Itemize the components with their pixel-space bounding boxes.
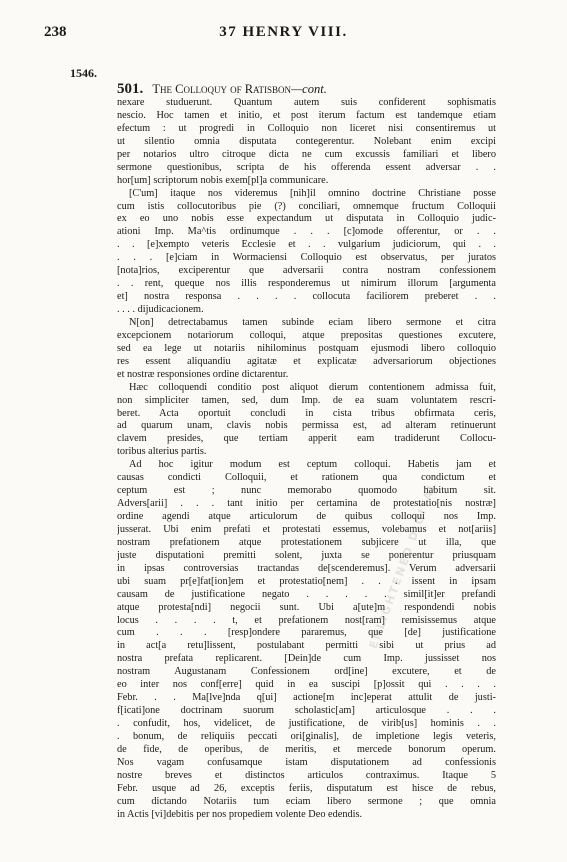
text-line: in Actis [vi]debitis per nos propediem volente Deo edendis. bbox=[117, 808, 363, 820]
text-line: juste disputationi premitti solent, juxta se ponerentur priusquam bbox=[117, 549, 496, 561]
text-line: Febr. . . Ma[lve]nda q[ui] actione[m inc]eperat attulit de justi- bbox=[117, 692, 496, 704]
text-line: [nota]rios, exciperentur que adversarii contra nostram confessionem bbox=[117, 265, 496, 277]
text-line: Ad hoc igitur modum est ceptum colloqui. Habetis jam et bbox=[129, 459, 496, 471]
text-line: in act[a retu]lissent, postulabant permitti sibi ut prius ad bbox=[117, 640, 496, 652]
text-line: eo inter nos conf[erre] quid in ea suscipi [p]ossit qui . . . . bbox=[117, 679, 496, 691]
text-line: excepcionem notariorum colloqui, atque prepositas questiones excutere, bbox=[117, 329, 496, 341]
text-line: hor[um] scriptorum nobis exem[pl]a communicare. bbox=[117, 174, 329, 186]
entry-title: The Colloquy of Ratisbon bbox=[152, 82, 292, 96]
text-line: [C'um] itaque nos videremus [nih]il omnino doctrine Christiane posse bbox=[129, 187, 496, 199]
page-number: 238 bbox=[44, 24, 67, 40]
text-line: ut silentio omnia disputata contegerentur. Nolebant enim excipi bbox=[117, 135, 496, 147]
text-line: Nos vagam confusamque istam disputationem ad confessionis bbox=[117, 756, 496, 768]
text-line: in ipsas controversias tractandas de[scenderemus]. Verum adversarii bbox=[117, 562, 496, 574]
text-line: . . . . dijudicacionem. bbox=[117, 304, 204, 315]
text-line: efectum : ut progredi in Colloquio non liceret nisi consentiremus ut bbox=[117, 122, 496, 134]
text-line: nescio. Hoc tamen et initio, et post iterum factum est tandemque etiam bbox=[117, 109, 496, 121]
text-line: nostra prefata replicarent. [Dein]de cum Imp. jussisset nos bbox=[117, 653, 496, 665]
running-head: 37 HENRY VIII. bbox=[219, 24, 348, 40]
text-line: ad quarum unam, clavis nobis permissa est, ad alteram retinuerunt bbox=[117, 420, 496, 432]
page-header bbox=[0, 20, 567, 44]
text-line: sermone questionibus, scripta de his offerenda essent adversar . . bbox=[117, 161, 496, 173]
library-watermark: ENLIGHTENED DIGITAL bbox=[366, 479, 440, 651]
text-line: . confudit, hos, videlicet, de justificatione, de virib[us] hominis . . bbox=[117, 718, 496, 729]
text-line: Advers[arii] . . . tant initio per certamina de protestatio[nis nostræ] bbox=[117, 498, 496, 510]
text-line: . . rent, queque nos illis responderemus ut nimirum illorum [argumenta bbox=[117, 278, 496, 290]
text-line: Hæc colloquendi conditio post aliquot dierum contentionem admissa fuit, bbox=[129, 381, 496, 393]
text-line: et nostræ responsiones ordine dictarentur. bbox=[117, 368, 289, 380]
text-line: f[icati]one doctrinam suorum scholastic[am] articulosque . . . bbox=[117, 705, 496, 717]
text-line: nexare studuerunt. Quantum autem suis confiderent sophismatis bbox=[117, 97, 496, 108]
text-line: locus . . . . t, et prefationem nost[ram] remisissemus atque bbox=[117, 614, 496, 626]
text-line: ationi Imp. Ma^tis ordinumque . . . [c]omode offerentur, or . . bbox=[117, 226, 496, 238]
text-line: de fide, de operibus, de meritis, et mercede bonorum operum. bbox=[117, 743, 496, 755]
text-line: causam de justificatione negato . . . . . simil[it]er prefandi bbox=[117, 588, 496, 600]
text-line: per notarios ultro citroque dicta ne cum excussis familiari et libero bbox=[117, 148, 496, 160]
body-text bbox=[117, 97, 496, 822]
text-line: ceptum est ; nunc memorabo quomodo habitum sit. bbox=[117, 485, 496, 497]
text-line: nostre breves et distinctos articulos contraximus. Itaque 5 bbox=[117, 769, 496, 781]
text-line: ubi suam pr[e]fat[ion]em et protestatio[nem] . . . issent in ipsam bbox=[117, 575, 496, 587]
text-line: nostram prefationem atque protestationem subjicere ut illa, que bbox=[117, 536, 496, 548]
text-line: Febr. usque ad 26, exceptis feriis, disputatum est hisce de rebus, bbox=[117, 782, 496, 794]
text-line: causas condicti Colloquii, et rationem qua condictum et bbox=[117, 472, 496, 484]
text-line: jusserat. Ubi enim prefati et protestati essemus, volebamus et not[ariis] bbox=[117, 523, 496, 535]
text-line: beret. Acta oportuit concludi in cista tribus obfirmata ceris, bbox=[117, 407, 496, 419]
text-line: res essent aliquandiu agitatæ et explicatæ adversariorum objectiones bbox=[117, 355, 496, 367]
text-line: toribus alterius partis. bbox=[117, 446, 207, 458]
text-line: cum dictando Notariis tum eciam libero sermone ; que omnia bbox=[117, 795, 496, 807]
entry-cont: —cont. bbox=[291, 82, 327, 96]
text-line: non simpliciter tamen, sed, dum Imp. de ea suam voluntatem rescri- bbox=[117, 394, 496, 406]
margin-year: 1546. bbox=[70, 66, 97, 80]
text-line: sed ea lege ut notariis nihilominus postquam ejusmodi libero colloquio bbox=[117, 342, 496, 354]
text-line: cum istis collocutoribus pie (?) conciliari, omnemque fructum Colloquii bbox=[117, 200, 496, 212]
text-line: ordine agendi atque articulorum de quibus colloqui nos Imp. bbox=[117, 511, 496, 522]
text-line: . . . [e]ciam in Wormaciensi Colloquio est observatus, per juratos bbox=[117, 252, 496, 264]
text-line: et] nostra responsa . . . . collocuta faciliorem preberet . . bbox=[117, 291, 496, 303]
text-line: cum . . . [resp]ondere pararemus, que [de] justificatione bbox=[117, 627, 496, 639]
text-line: . . [e]xempto veteris Ecclesie et . . vulgarium judiciorum, qui . . bbox=[117, 239, 496, 251]
text-line: . bonum, de reliquiis peccati ori[ginalis], de impletione legis veteris, bbox=[117, 730, 496, 742]
text-line: nostram Augustanam Confessionem ord[ine] excutere, et de bbox=[117, 666, 496, 678]
text-line: atque protesta[ndi] negocii sunt. Ubi a[ute]m respondendi nobis bbox=[117, 601, 496, 613]
entry-number: 501. bbox=[117, 81, 144, 97]
entry-heading bbox=[117, 81, 327, 98]
text-line: clavem presides, que tertiam apperit eam tradiderunt Collocu- bbox=[117, 433, 496, 445]
text-line: N[on] detrectabamus tamen subinde eciam libero sermone et citra bbox=[129, 316, 496, 328]
text-line: ex eo uno nobis esse expectandum ut disputata in Colloquio judic- bbox=[117, 213, 496, 225]
